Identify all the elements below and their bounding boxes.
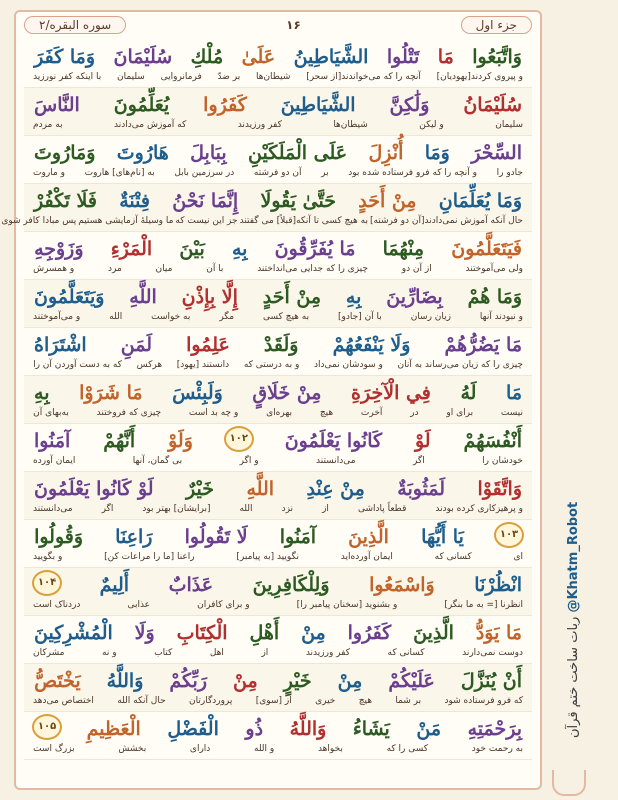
translation-word: شیطان‌ها — [255, 72, 291, 82]
translation-word: پس مبادا کافر شوی — [1, 216, 77, 226]
persian-translation — [32, 692, 524, 710]
translation-word: ایمان آورده — [33, 456, 76, 466]
arabic-text — [32, 184, 524, 212]
translation-word: پروردگارتان — [189, 696, 233, 706]
arabic-word: وَاسْمَعُوا — [369, 574, 435, 596]
translation-word: از [سوی] — [255, 696, 292, 706]
side-watermark — [552, 470, 602, 770]
arabic-text — [32, 88, 524, 116]
arabic-word: اشْتَرَاهُ — [34, 334, 87, 356]
translation-word: اگر — [412, 456, 425, 466]
arabic-word: عَلَيْكُمْ — [388, 670, 435, 692]
arabic-word: الشَّيَاطِينَ — [280, 94, 356, 116]
arabic-word: بِرَحْمَتِهِ — [467, 718, 522, 740]
arabic-word: مِنْ أَحَدٍ — [358, 190, 417, 212]
arabic-word: وَيَتَعَلَّمُونَ — [34, 286, 105, 308]
translation-word: ای — [513, 552, 523, 562]
translation-word: کفر ورزیدند — [237, 120, 282, 130]
translation-word: به [نام‌های] هاروت — [84, 168, 155, 178]
arabic-word: آمَنُوا — [34, 430, 71, 452]
translation-word: مرد — [107, 264, 122, 274]
arabic-word: مَا — [437, 46, 454, 68]
arabic-word: أَنْ يُنَزَّلَ — [460, 670, 522, 692]
translation-word: و به درستی که — [243, 360, 300, 370]
translation-word: بهره‌ای — [266, 408, 293, 418]
arabic-word: يَشَاءُ — [352, 718, 390, 740]
translation-word: آن دو فرشته — [253, 168, 302, 178]
arabic-text — [32, 232, 524, 260]
translation-word: عذابی — [127, 600, 151, 610]
juz-label: جزء اول — [461, 16, 532, 34]
persian-translation — [32, 116, 524, 134]
quran-line — [24, 472, 532, 520]
arabic-text — [32, 664, 524, 692]
arabic-word: مَا يُفَرِّقُونَ — [274, 238, 356, 260]
translation-word: اهل — [209, 648, 224, 658]
persian-translation — [1, 212, 524, 230]
arabic-word: وَلَبِئْسَ — [172, 382, 223, 404]
translation-word: خیری — [315, 696, 336, 706]
translation-word: و نبودند آنها — [479, 312, 523, 322]
quran-lines — [1, 40, 532, 760]
arabic-text — [32, 376, 524, 404]
arabic-word: وَلِلْكَافِرِينَ — [252, 574, 330, 596]
persian-translation — [32, 740, 524, 758]
arabic-text — [32, 136, 524, 164]
arabic-word: يَا أَيُّهَا — [421, 526, 464, 548]
quran-line — [24, 232, 532, 280]
persian-translation — [32, 404, 524, 422]
translation-word: و پرهیزکاری کرده بودند — [435, 504, 523, 514]
arabic-word: لَمَثُوبَةٌ — [397, 478, 446, 500]
persian-translation — [32, 356, 524, 374]
arabic-word: وَاتَّقَوْا — [477, 478, 522, 500]
arabic-word: أَنَّهُمْ — [103, 430, 136, 452]
arabic-text — [32, 280, 524, 308]
persian-translation — [32, 644, 524, 662]
arabic-word: يُعَلِّمُونَ — [113, 94, 170, 116]
arabic-word: الْمُشْرِكِينَ — [34, 622, 113, 644]
translation-word: دارای — [189, 744, 211, 754]
arabic-word: مِنْ — [337, 670, 363, 692]
arabic-word: وَقُولُوا — [34, 526, 84, 548]
translation-word: و بشنوید [سخنان پیامبر را] — [296, 600, 398, 610]
quran-line — [24, 712, 532, 760]
translation-word: دوست نمی‌دارند — [462, 648, 523, 658]
page-header — [24, 14, 532, 36]
translation-word: دردناک است — [33, 600, 81, 610]
arabic-word: الْفَضْلِ — [167, 718, 219, 740]
arabic-word: الَّذِينَ — [348, 526, 389, 548]
arabic-word: وَلَا يَنْفَعُهُمْ — [332, 334, 411, 356]
translation-word: هیچ — [358, 696, 372, 706]
arabic-word: كَفَرُوا — [347, 622, 392, 644]
translation-word: بخشش — [118, 744, 147, 754]
translation-word: کفر ورزیدند — [305, 648, 350, 658]
translation-word: از — [322, 504, 329, 514]
translation-word: به هیچ کسی تا آنکه[قبلاً] می گفتند — [239, 216, 368, 226]
arabic-word: مِنْهُمَا — [382, 238, 425, 260]
translation-word: و نه — [102, 648, 117, 658]
translation-word: بر ضدّ — [217, 72, 241, 82]
arabic-word: وَاللَّهُ — [106, 670, 144, 692]
arabic-word: وَمَا كَفَرَ — [34, 46, 95, 68]
arabic-word: مِنْ — [301, 622, 326, 644]
arabic-word: الْمَرْءِ — [110, 238, 153, 260]
arabic-word: أُنْزِلَ — [368, 142, 404, 164]
translation-word: سلیمان — [117, 72, 145, 82]
translation-word: هیچ — [319, 408, 334, 418]
translation-word: ما وسیلهٔ آزمایشی هستیم — [78, 216, 174, 226]
arabic-word: إِنَّمَا نَحْنُ — [172, 190, 239, 212]
translation-word: و برای کافران — [197, 600, 250, 610]
quran-line — [1, 184, 532, 232]
arabic-word: بِهِ — [34, 382, 50, 404]
translation-word: [برایشان] بهتر بود — [142, 504, 211, 514]
translation-word: کسانی که — [387, 648, 425, 658]
translation-word: به مردم — [33, 120, 63, 130]
arabic-text — [32, 328, 524, 356]
translation-word: که به دست آوردن آن را — [33, 360, 122, 370]
ayah-number-marker: ۱۰۲ — [224, 426, 254, 452]
arabic-word: حَتَّىٰ يَقُولَا — [260, 190, 336, 212]
translation-word: کسی را که — [386, 744, 429, 754]
arabic-word: آمَنُوا — [279, 526, 317, 548]
quran-line — [24, 664, 532, 712]
translation-word: الله — [109, 312, 123, 322]
translation-word: با آن [جادو] — [338, 312, 382, 322]
translation-word: حال آنکه آموزش نمی‌دادند[آن دو فرشته] — [369, 216, 523, 226]
arabic-word: أَنْفُسَهُمْ — [463, 430, 522, 452]
translation-word: و الله — [254, 744, 275, 754]
arabic-word: مَا — [506, 382, 522, 404]
translation-word: آخرت — [360, 408, 383, 418]
translation-word: اگر — [101, 504, 114, 514]
arabic-word: عَلَى الْمَلَكَيْنِ — [248, 142, 348, 164]
arabic-word: مِنْ أَحَدٍ — [262, 286, 322, 308]
translation-word: مگر — [219, 312, 235, 322]
arabic-word: وَلَوْ — [168, 430, 193, 452]
arabic-word: عَلِمُوا — [186, 334, 230, 356]
arabic-text — [32, 472, 524, 500]
translation-word: شیطان‌ها — [333, 120, 368, 130]
corner-ornament — [552, 770, 586, 796]
persian-translation — [32, 164, 524, 182]
translation-word: که فرو فرستاده شود — [444, 696, 523, 706]
translation-word: نزد — [281, 504, 294, 514]
quran-line — [24, 376, 532, 424]
translation-word: از آن دو — [401, 264, 432, 274]
translation-word: فرمانروایی — [160, 72, 202, 82]
translation-word: الله — [239, 504, 253, 514]
arabic-word: فَيَتَعَلَّمُونَ — [451, 238, 522, 260]
translation-word: سلیمان — [495, 120, 523, 130]
arabic-word: اللَّهِ — [129, 286, 157, 308]
arabic-word: لَوْ — [414, 430, 431, 452]
arabic-word: لَمَنِ — [120, 334, 153, 356]
translation-word: با آن — [206, 264, 224, 274]
translation-word: و اگر — [239, 456, 259, 466]
arabic-word: وَاتَّبَعُوا — [472, 46, 522, 68]
persian-translation — [32, 452, 524, 470]
arabic-word: مِنْ عِنْدِ — [306, 478, 365, 500]
arabic-word: سُلَيْمَانُ — [463, 94, 522, 116]
arabic-word: النَّاسَ — [34, 94, 80, 116]
translation-word: اختصاص می‌دهد — [33, 696, 94, 706]
translation-word: هرکس — [136, 360, 163, 370]
translation-word: خودشان را — [482, 456, 523, 466]
translation-word: کتاب — [154, 648, 173, 658]
ayah-number-marker: ۱۰۳ — [494, 522, 524, 548]
arabic-word: عَلَىٰ — [241, 46, 276, 68]
translation-word: میان — [155, 264, 173, 274]
translation-word: از — [261, 648, 269, 658]
persian-translation — [32, 500, 524, 518]
persian-translation — [32, 596, 524, 614]
translation-word: و سودشان نمی‌داد — [313, 360, 383, 370]
arabic-word: لَوْ كَانُوا يَعْلَمُونَ — [34, 478, 154, 500]
arabic-word: وَلَٰكِنَّ — [389, 94, 430, 116]
translation-word: ولی می‌آموختند — [465, 264, 523, 274]
arabic-text — [32, 520, 524, 548]
arabic-word: بِبَابِلَ — [190, 142, 227, 164]
translation-word: بزرگ است — [33, 744, 75, 754]
quran-line — [24, 424, 532, 472]
translation-word: مشرکان — [33, 648, 65, 658]
translation-word: و می‌آموختند — [33, 312, 81, 322]
translation-word: چیزی را که جدایی می‌انداختند — [257, 264, 368, 274]
quran-line — [24, 520, 532, 568]
translation-word: ایمان آورده‌اید — [340, 552, 393, 562]
arabic-word: وَمَا — [424, 142, 450, 164]
arabic-word: مِنْ — [233, 670, 258, 692]
arabic-word: رَبِّكُمْ — [169, 670, 208, 692]
arabic-word: مَا يَضُرُّهُمْ — [444, 334, 522, 356]
translation-word: به‌بهای آن — [33, 408, 69, 418]
arabic-text — [32, 568, 524, 596]
arabic-word: ذُو — [245, 718, 264, 740]
arabic-word: هَارُوتَ — [116, 142, 169, 164]
translation-word: نیست — [500, 408, 523, 418]
arabic-text — [32, 712, 524, 740]
arabic-word: وَزَوْجِهِ — [34, 238, 84, 260]
arabic-text — [32, 40, 524, 68]
translation-word: می‌دانستند — [33, 504, 73, 514]
translation-word: انظرنا [= به ما بنگر] — [444, 600, 523, 610]
translation-word: آنچه را که می‌خواندند[از سحر] — [306, 72, 421, 82]
translation-word: به رحمت خود — [471, 744, 523, 754]
translation-word: کسانی که — [434, 552, 472, 562]
translation-word: جادو را — [496, 168, 523, 178]
arabic-word: الْعَظِيمِ — [86, 718, 141, 740]
persian-translation — [32, 548, 524, 566]
arabic-word: وَلَا — [134, 622, 155, 644]
arabic-word: فِتْنَةٌ — [119, 190, 150, 212]
arabic-word: وَمَا هُمْ — [467, 286, 522, 308]
persian-translation — [32, 260, 524, 278]
translation-word: در سرزمین بابل — [174, 168, 235, 178]
arabic-word: لَهُ — [460, 382, 477, 404]
arabic-word: عَذَابٌ — [168, 574, 214, 596]
quran-line — [24, 568, 532, 616]
translation-word: بی گمان، آنها — [132, 456, 183, 466]
arabic-word: بَيْنَ — [179, 238, 205, 260]
arabic-word: أَلِيمٌ — [99, 574, 130, 596]
arabic-text — [32, 616, 524, 644]
quran-line — [24, 136, 532, 184]
arabic-word: رَاعِنَا — [115, 526, 153, 548]
arabic-word: تَتْلُوا — [386, 46, 420, 68]
persian-translation — [32, 308, 524, 326]
arabic-word: كَفَرُوا — [203, 94, 247, 116]
translation-word: به هیچ کسی — [262, 312, 310, 322]
translation-word: و لیکن — [419, 120, 444, 130]
translation-word: بر — [321, 168, 329, 178]
arabic-word: أَهْلِ — [249, 622, 280, 644]
translation-word: چیزی را که زیان می‌رساند به آنان — [397, 360, 523, 370]
arabic-word: اللَّهِ — [246, 478, 275, 500]
arabic-word: إِلَّا بِإِذْنِ — [181, 286, 238, 308]
arabic-word: الْكِتَابِ — [176, 622, 228, 644]
translation-word: با اینکه کفر نورزید — [33, 72, 102, 82]
arabic-word: بِهِ — [232, 238, 248, 260]
arabic-word: الشَّيَاطِينُ — [293, 46, 369, 68]
translation-word: به خواست — [151, 312, 191, 322]
arabic-word: مِنْ خَلَاقٍ — [252, 382, 322, 404]
arabic-word: السِّحْرَ — [471, 142, 522, 164]
arabic-word: مُلْكِ — [190, 46, 224, 68]
translation-word: جز این نیست که — [175, 216, 238, 226]
side-label-handle: @Khatm_Robot — [566, 501, 581, 613]
quran-line — [24, 280, 532, 328]
translation-word: راعنا [ما را مراعات کن] — [104, 552, 195, 562]
quran-line — [24, 328, 532, 376]
translation-word: نگویید [به پیامبر] — [236, 552, 300, 562]
persian-translation — [32, 68, 524, 86]
arabic-word: وَمَا يُعَلِّمَانِ — [438, 190, 522, 212]
translation-word: و آنچه را که فرو فرستاده شده بود — [348, 168, 477, 178]
quran-line — [24, 616, 532, 664]
translation-word: حال آنکه الله — [117, 696, 166, 706]
arabic-word: فَلَا تَكْفُرْ — [34, 190, 97, 212]
translation-word: و همسرش — [33, 264, 75, 274]
translation-word: می‌دانستند — [316, 456, 356, 466]
arabic-word: الَّذِينَ — [413, 622, 454, 644]
arabic-word: خَيْرٌ — [186, 478, 215, 500]
side-label — [566, 470, 590, 770]
arabic-word: فِي الْآخِرَةِ — [351, 382, 431, 404]
arabic-word: وَلَقَدْ — [263, 334, 299, 356]
quran-line — [24, 88, 532, 136]
arabic-word: يَخْتَصُّ — [34, 670, 81, 692]
translation-word: قطعاً پاداشی — [357, 504, 407, 514]
arabic-word: وَمَارُوتَ — [34, 142, 96, 164]
arabic-word: لَا تَقُولُوا — [184, 526, 248, 548]
arabic-word: بِضَارِّينَ — [386, 286, 443, 308]
quran-line — [24, 40, 532, 88]
arabic-word: كَانُوا يَعْلَمُونَ — [284, 430, 383, 452]
translation-word: و چه بد است — [188, 408, 239, 418]
arabic-word: مَا شَرَوْا — [79, 382, 143, 404]
arabic-text — [32, 424, 524, 452]
surah-label: سوره البقره/۲ — [24, 16, 126, 34]
translation-word: و ماروت — [33, 168, 65, 178]
arabic-word: بِهِ — [345, 286, 362, 308]
translation-word: دانستند [یهود] — [176, 360, 230, 370]
arabic-word: مَا يَوَدُّ — [475, 622, 522, 644]
ayah-number-marker: ۱۰۴ — [32, 570, 62, 596]
arabic-word: سُلَيْمَانَ — [113, 46, 173, 68]
side-label-text: ربات ساخت ختم قرآن — [566, 616, 581, 739]
translation-word: چیزی که فروختند — [96, 408, 162, 418]
translation-word: برای او — [446, 408, 474, 418]
translation-word: و بگویید — [33, 552, 63, 562]
translation-word: بخواهد — [317, 744, 343, 754]
arabic-word: مَنْ — [416, 718, 442, 740]
translation-word: زیان رسان — [410, 312, 452, 322]
arabic-word: وَاللَّهُ — [289, 718, 327, 740]
translation-word: و پیروی کردند[یهودیان] — [436, 72, 523, 82]
translation-word: بر شما — [395, 696, 422, 706]
arabic-word: انْظُرْنَا — [474, 574, 522, 596]
arabic-word: خَيْرٍ — [283, 670, 312, 692]
translation-word: که آموزش می‌دادند — [114, 120, 187, 130]
translation-word: در — [410, 408, 419, 418]
ayah-number-marker: ۱۰۵ — [32, 714, 62, 740]
page-number: ۱۶ — [286, 18, 301, 32]
